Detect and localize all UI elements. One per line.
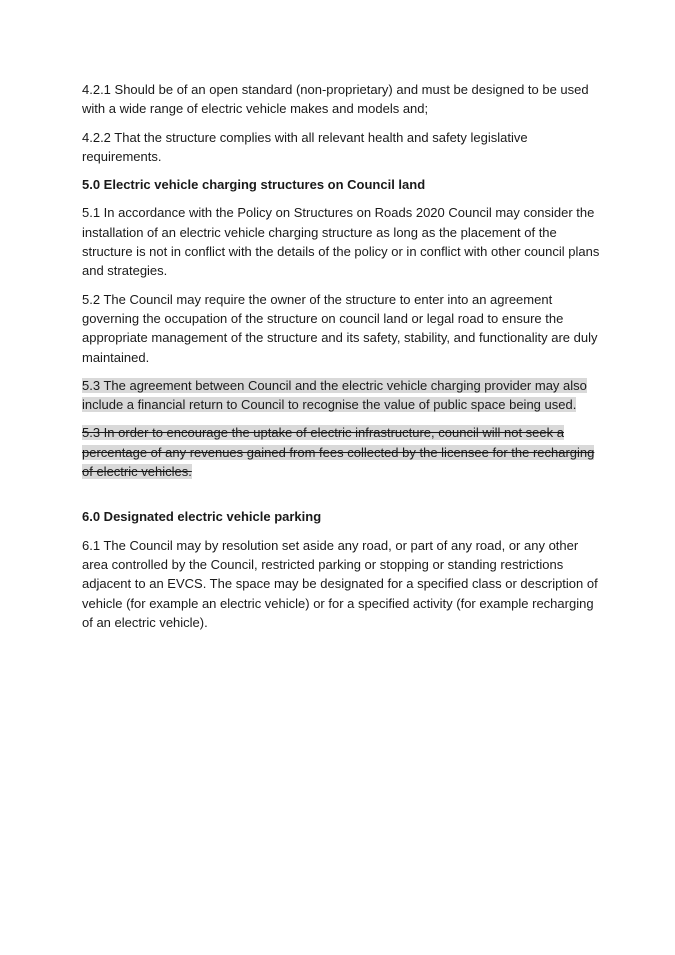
clause-5-3-added: 5.3 The agreement between Council and the electric vehicle charging provider may also include a financial return to Council to recognise the value of public space being used. [82, 377, 587, 413]
clause-5-3-deleted-container [82, 423, 602, 481]
clause-5-3-deleted: 5.3 In order to encourage the uptake of electric infrastructure, council will not seek a percentage of any revenues gained from fees collected by the licensee for the recharging of electric vehicles. [82, 425, 595, 480]
clause-5-1: 5.1 In accordance with the Policy on Structures on Roads 2020 Council may consider the installation of an electric vehicle charging structure as long as the placement of the structure is not in conflict with the details of the policy or in conflict with other council plans and strategies. [82, 205, 600, 279]
clause-6-1: 6.1 The Council may by resolution set aside any road, or part of any road, or any other area controlled by the Council, restricted parking or stopping or standing restrictions adjacent to an EVCS. The space may be designated for a specified class or description of vehicle (for example an electric vehicle) or for a specified activity (for example recharging of an electric vehicle). [82, 537, 598, 630]
clause-4-2-2: 4.2.2 That the structure complies with all relevant health and safety legislative requirements. [82, 129, 528, 164]
spacer [82, 490, 602, 507]
clause-4-2-1: 4.2.1 Should be of an open standard (non-proprietary) and must be designed to be used with a wide range of electric vehicle makes and models and; [82, 82, 589, 117]
section-heading-5-0: 5.0 Electric vehicle charging structures on Council land [82, 177, 426, 193]
document-body [82, 80, 602, 641]
clause-5-3-added-container [82, 376, 602, 415]
section-heading-6-0: 6.0 Designated electric vehicle parking [82, 509, 322, 525]
clause-5-2: 5.2 The Council may require the owner of the structure to enter into an agreement governing the occupation of the structure on council land or legal road to ensure the appropriate management of the structure and its safety, stability, and functionality are duly maintained. [82, 291, 598, 365]
